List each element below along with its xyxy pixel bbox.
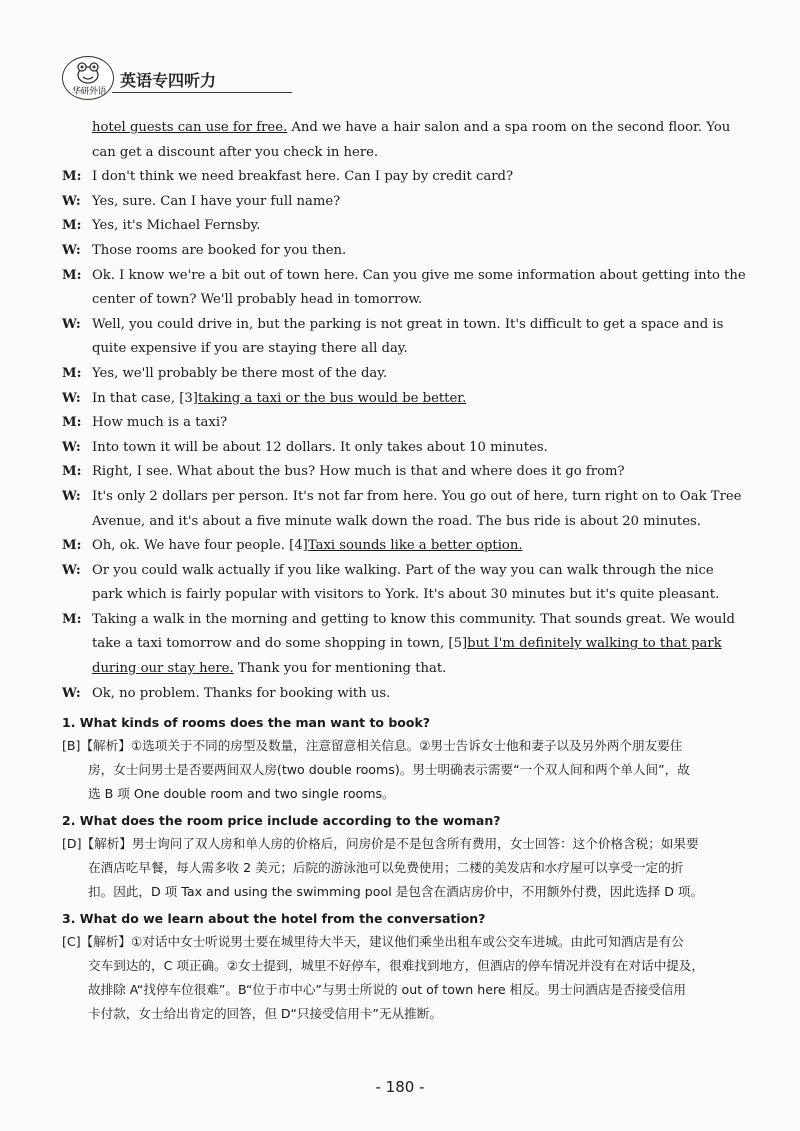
transcript-line: M: I don't think we need breakfast here. Can I pay by credit card? — [62, 169, 514, 185]
transcript-line: M: Yes, we'll probably be there most of the day. — [62, 365, 388, 381]
transcript-line: center of town? We'll probably head in tomorrow. — [92, 292, 423, 308]
transcript-line: park which is fairly popular with visitors to York. It's about 30 minutes but it's quite pleasant. — [92, 587, 720, 603]
explanation-line: 交车到达的，C 项正确。②女士提到，城里不好停车，很难找到地方，但酒店的停车情况并没有在对话中提及， — [88, 958, 704, 974]
logo-text: 华研外语 — [71, 87, 106, 97]
transcript-line: M: How much is a taxi? — [62, 415, 228, 431]
transcript-line: take a taxi tomorrow and do some shopping in town, [5]but I'm definitely walking to that park — [92, 636, 722, 652]
transcript-line: M: Yes, it's Michael Fernsby. — [62, 218, 261, 234]
transcript-line: W: Well, you could drive in, but the parking is not great in town. It's difficult to get a space and is — [62, 316, 724, 332]
transcript-line: W: Or you could walk actually if you like walking. Part of the way you can walk through the nice — [62, 562, 714, 578]
page-content — [62, 116, 762, 1026]
transcript-line: M: Oh, ok. We have four people. [4]Taxi sounds like a better option. — [62, 538, 523, 554]
transcript-line: during our stay here. Thank you for mentioning that. — [92, 661, 447, 677]
publisher-logo — [62, 56, 114, 100]
explanation-line: 选 B 项 One double room and two single rooms。 — [88, 786, 395, 802]
transcript-line: M: Ok. I know we're a bit out of town here. Can you give me some information about getting into the — [62, 267, 746, 283]
transcript-line: quite expensive if you are staying there all day. — [92, 341, 408, 357]
transcript-line: W: Ok, no problem. Thanks for booking with us. — [62, 685, 391, 701]
transcript-line: W: In that case, [3]taking a taxi or the bus would be better. — [62, 390, 467, 406]
transcript — [62, 116, 762, 706]
page-header — [62, 56, 302, 100]
explanation-line: [D]【解析】男士询问了双人房和单人房的价格后，问房价是不是包含所有费用，女士回答：这个价格含税；如果要 — [62, 836, 699, 852]
transcript-line: W: Into town it will be about 12 dollars. It only takes about 10 minutes. — [62, 439, 548, 455]
header-rule — [112, 92, 292, 93]
explanation-line: [C]【解析】①对话中女士听说男士要在城里待大半天，建议他们乘坐出租车或公交车进城。由此可知酒店是有公 — [62, 934, 684, 950]
transcript-line: W: Those rooms are booked for you then. — [62, 242, 347, 258]
transcript-line: M: Taking a walk in the morning and getting to know this community. That sounds great. We would — [62, 611, 735, 627]
explanation-line: 扣。因此，D 项 Tax and using the swimming pool 是包含在酒店房价中，不用额外付费，因此选择 D 项。 — [88, 884, 704, 900]
explanation-line: 故排除 A“找停车位很难”。B“位于市中心”与男士所说的 out of town here 相反。男士问酒店是否接受信用 — [88, 982, 686, 998]
transcript-line: can get a discount after you check in here. — [92, 144, 379, 160]
transcript-line: M: Right, I see. What about the bus? How much is that and where does it go from? — [62, 464, 625, 480]
question-3: 3. What do we learn about the hotel from the conversation? — [62, 911, 486, 927]
question-1: 1. What kinds of rooms does the man want to book? — [62, 715, 431, 731]
explanation-line: 卡付款，女士给出肯定的回答，但 D“只接受信用卡”无从推断。 — [88, 1006, 442, 1022]
book-title: 英语专四听力 — [120, 71, 217, 90]
explanation-line: [B]【解析】①选项关于不同的房型及数量，注意留意相关信息。②男士告诉女士他和妻子以及另外两个朋友要住 — [62, 738, 683, 754]
question-2: 2. What does the room price include according to the woman? — [62, 813, 501, 829]
transcript-line: W: It's only 2 dollars per person. It's not far from here. You go out of here, turn right on to Oak Tree — [62, 488, 742, 504]
transcript-line: W: Yes, sure. Can I have your full name? — [62, 193, 341, 209]
explanation-line: 房，女士问男士是否要两间双人房(two double rooms)。男士明确表示需要“一个双人间和两个单人间”，故 — [88, 762, 690, 778]
transcript-line: Avenue, and it's about a five minute walk down the road. The bus ride is about 20 minutes. — [92, 513, 701, 529]
explanation-line: 在酒店吃早餐，每人需多收 2 美元；后院的游泳池可以免费使用；二楼的美发店和水疗屋可以享受一定的折 — [88, 860, 684, 876]
transcript-line: hotel guests can use for free. And we have a hair salon and a spa room on the second floor. You — [92, 120, 731, 135]
answer-explanations — [62, 712, 762, 1026]
frog-icon — [73, 61, 103, 85]
page-number: - 180 - — [375, 1078, 425, 1096]
